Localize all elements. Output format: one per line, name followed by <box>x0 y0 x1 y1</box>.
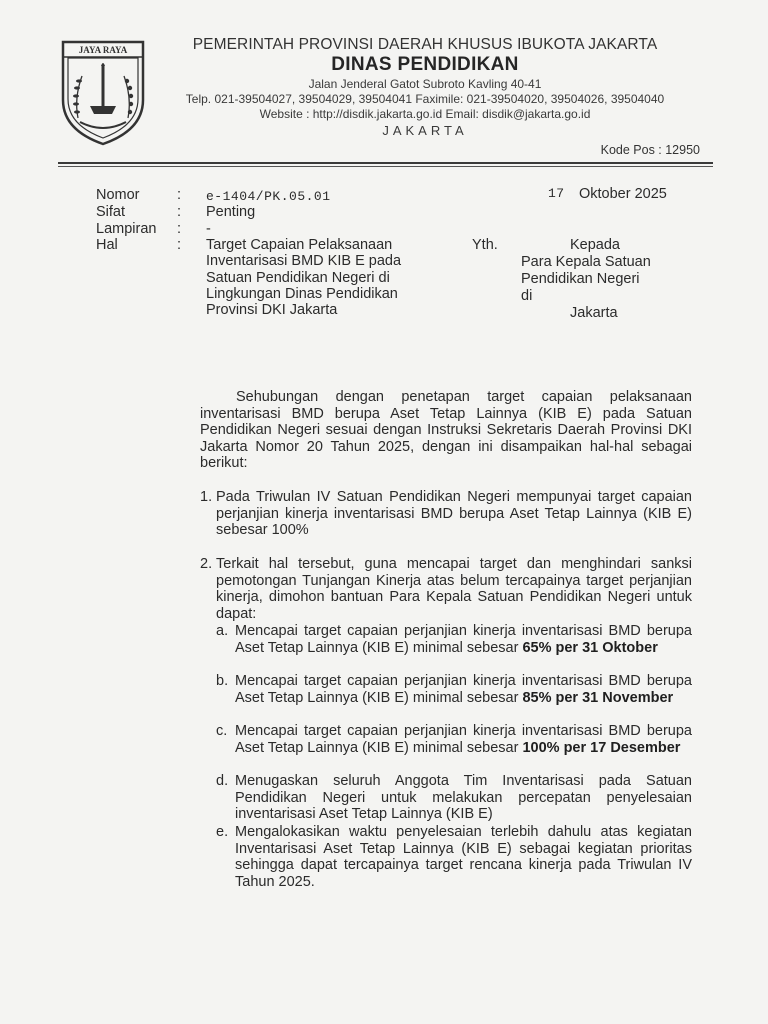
sifat-value: Penting <box>206 204 256 220</box>
sub-e-letter: e. <box>216 824 229 840</box>
sub-d-text: Menugaskan seluruh Anggota Tim Inventarisasi pada Satuan Pendidikan Negeri untuk melakukan percepatan penyelesaian inventarisasi Aset Tetap Lainnya (KIB E) <box>235 773 692 822</box>
sub-c-deadline: 100% per 17 Desember <box>522 739 681 756</box>
item-2-number: 2. <box>200 556 213 572</box>
letterhead-rule-thin <box>58 166 713 167</box>
sifat-colon: : <box>177 204 182 220</box>
letterhead-address: Jalan Jenderal Gatot Subroto Kavling 40-41 <box>308 77 542 91</box>
recipient-place: Jakarta <box>570 305 618 321</box>
nomor-colon: : <box>177 187 182 203</box>
nomor-value: e-1404/PK.05.01 <box>206 189 331 204</box>
item-2-text: Terkait hal tersebut, guna mencapai target dan menghindari sanksi pemotongan Tunjangan Kinerja atas belum tercapainya target perjanjian kinerja, dimohon bantuan Para Kepala Satuan Pendidikan Negeri untuk dapat: <box>216 556 692 622</box>
sub-a-deadline: 65% per 31 Oktober <box>522 639 658 656</box>
hal-value: Target Capaian Pelaksanaan Inventarisasi BMD KIB E pada Satuan Pendidikan Negeri di Lingkungan Dinas Pendidikan Provinsi DKI Jakarta <box>206 237 402 319</box>
recipient-di: di <box>521 288 533 304</box>
jakarta-emblem-logo <box>58 38 148 148</box>
letterhead-postal-code: Kode Pos : 12950 <box>600 143 700 157</box>
sub-b-deadline: 85% per 31 November <box>522 689 674 706</box>
intro-paragraph: Sehubungan dengan penetapan target capaian pelaksanaan inventarisasi BMD berupa Aset Tetap Lainnya (KIB E) pada Satuan Pendidikan Negeri sesuai dengan Instruksi Sekretaris Daerah Provinsi DKI Jakarta Nomor 20 Tahun 2025, dengan ini disampaikan hal-hal sebagai berikut: <box>200 389 692 471</box>
kepada-label: Kepada <box>570 237 620 253</box>
letterhead-agency: DINAS PENDIDIKAN <box>331 54 519 75</box>
sub-c-item <box>235 723 692 756</box>
letterhead-city: JAKARTA <box>382 123 468 138</box>
sub-a-letter: a. <box>216 623 229 639</box>
lampiran-label: Lampiran <box>96 221 157 237</box>
lampiran-value: - <box>206 221 211 237</box>
letterhead-rule <box>58 162 713 164</box>
yth-label: Yth. <box>472 237 498 253</box>
letterhead-website: Website : http://disdik.jakarta.go.id Email: disdik@jakarta.go.id <box>259 107 591 121</box>
sub-a-item <box>235 623 692 656</box>
item-1-text: Pada Triwulan IV Satuan Pendidikan Negeri mempunyai target capaian perjanjian kinerja inventarisasi BMD berupa Aset Tetap Lainnya (KIB E) sebesar 100% <box>216 489 692 538</box>
sub-b-letter: b. <box>216 673 229 689</box>
date-month-year: Oktober 2025 <box>579 186 667 202</box>
sub-d-letter: d. <box>216 773 229 789</box>
letterhead-phone: Telp. 021-39504027, 39504029, 39504041 Faximile: 021-39504020, 39504026, 39504040 <box>185 92 665 106</box>
recipient-name: Para Kepala Satuan Pendidikan Negeri <box>521 254 651 287</box>
logo-motto-text: JAYA RAYA <box>78 45 128 55</box>
sub-c-letter: c. <box>216 723 228 739</box>
sub-c-text: Mencapai target capaian perjanjian kinerja inventarisasi BMD berupa Aset Tetap Lainnya (KIB E) minimal sebesar <box>235 723 692 756</box>
sub-b-item <box>235 673 692 706</box>
item-1-number: 1. <box>200 489 213 505</box>
sub-e-text: Mengalokasikan waktu penyelesaian terlebih dahulu atas kegiatan Inventarisasi Aset Tetap Lainnya (KIB E) sebagai kegiatan prioritas sehingga dapat tercapainya target rencana kinerja pada Triwulan IV Tahun 2025. <box>235 824 692 890</box>
sub-a-text: Mencapai target capaian perjanjian kinerja inventarisasi BMD berupa Aset Tetap Lainnya (KIB E) minimal sebesar <box>235 623 692 656</box>
sub-b-text: Mencapai target capaian perjanjian kinerja inventarisasi BMD berupa Aset Tetap Lainnya (KIB E) minimal sebesar <box>235 673 692 706</box>
hal-label: Hal <box>96 237 118 253</box>
nomor-label: Nomor <box>96 187 140 203</box>
letterhead-government: PEMERINTAH PROVINSI DAERAH KHUSUS IBUKOTA JAKARTA <box>192 36 658 53</box>
date-day: 17 <box>548 186 565 201</box>
lampiran-colon: : <box>177 221 182 237</box>
sifat-label: Sifat <box>96 204 126 220</box>
hal-colon: : <box>177 237 182 253</box>
